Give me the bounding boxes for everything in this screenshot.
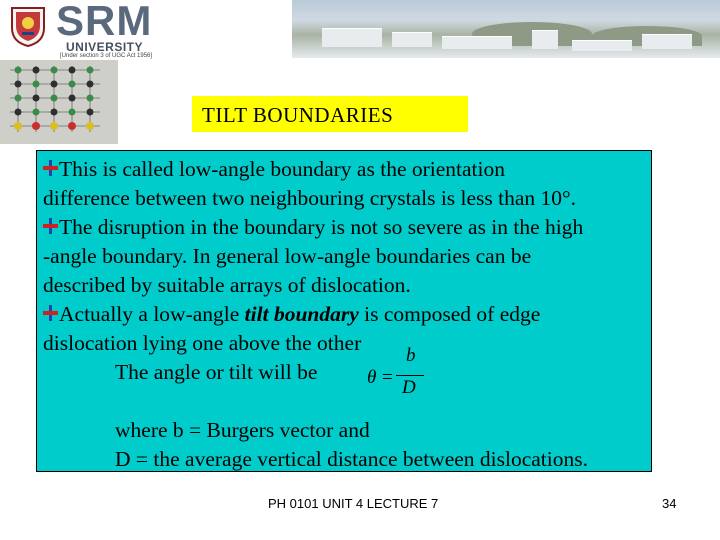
logo-subtitle: [Under section 3 of UGC Act 1956]: [60, 53, 153, 59]
slide-title: TILT BOUNDARIES: [202, 103, 394, 127]
bullet-icon: [43, 218, 58, 234]
tilt-boundary-term: tilt boundary: [244, 302, 359, 326]
body-line-1: This is called low-angle boundary as the orientation: [59, 157, 505, 181]
logo-university: UNIVERSITY: [66, 40, 144, 54]
formula-numerator: b: [406, 345, 416, 366]
body-line-6: [59, 301, 540, 327]
formula-denominator: D: [402, 377, 416, 398]
formula-fraction-bar: [396, 375, 424, 376]
bullet-icon: [43, 160, 58, 176]
angle-text: The angle or tilt will be: [115, 360, 318, 384]
campus-photo: [292, 0, 720, 58]
where-text: where b = Burgers vector and: [115, 418, 370, 442]
line6-after: is composed of edge: [358, 302, 541, 326]
body-line-4: -angle boundary. In general low-angle boundaries can be: [43, 244, 532, 268]
footer-lecture: PH 0101 UNIT 4 LECTURE 7: [268, 496, 439, 511]
body-line-2: difference between two neighbouring crystals is less than 10°.: [43, 186, 577, 210]
body-line-3: The disruption in the boundary is not so severe as in the high: [59, 215, 584, 239]
d-definition-text: D = the average vertical distance between dislocations.: [115, 447, 588, 471]
content-box: [36, 150, 652, 472]
srm-crest-icon: [8, 4, 48, 48]
formula-theta: θ: [367, 367, 377, 388]
header: [0, 0, 720, 62]
logo-srm: SRM: [56, 0, 153, 44]
formula-equals: =: [382, 367, 393, 388]
page-number: 34: [662, 496, 677, 511]
body-line-7: dislocation lying one above the other: [43, 331, 362, 355]
crystal-model-photo: [0, 60, 118, 144]
body-line-5: described by suitable arrays of dislocation.: [43, 273, 411, 297]
bullet-icon: [43, 305, 58, 321]
line6-before: Actually a low-angle: [59, 302, 245, 326]
tilt-angle-formula: [367, 345, 427, 401]
title-box: [192, 96, 468, 132]
